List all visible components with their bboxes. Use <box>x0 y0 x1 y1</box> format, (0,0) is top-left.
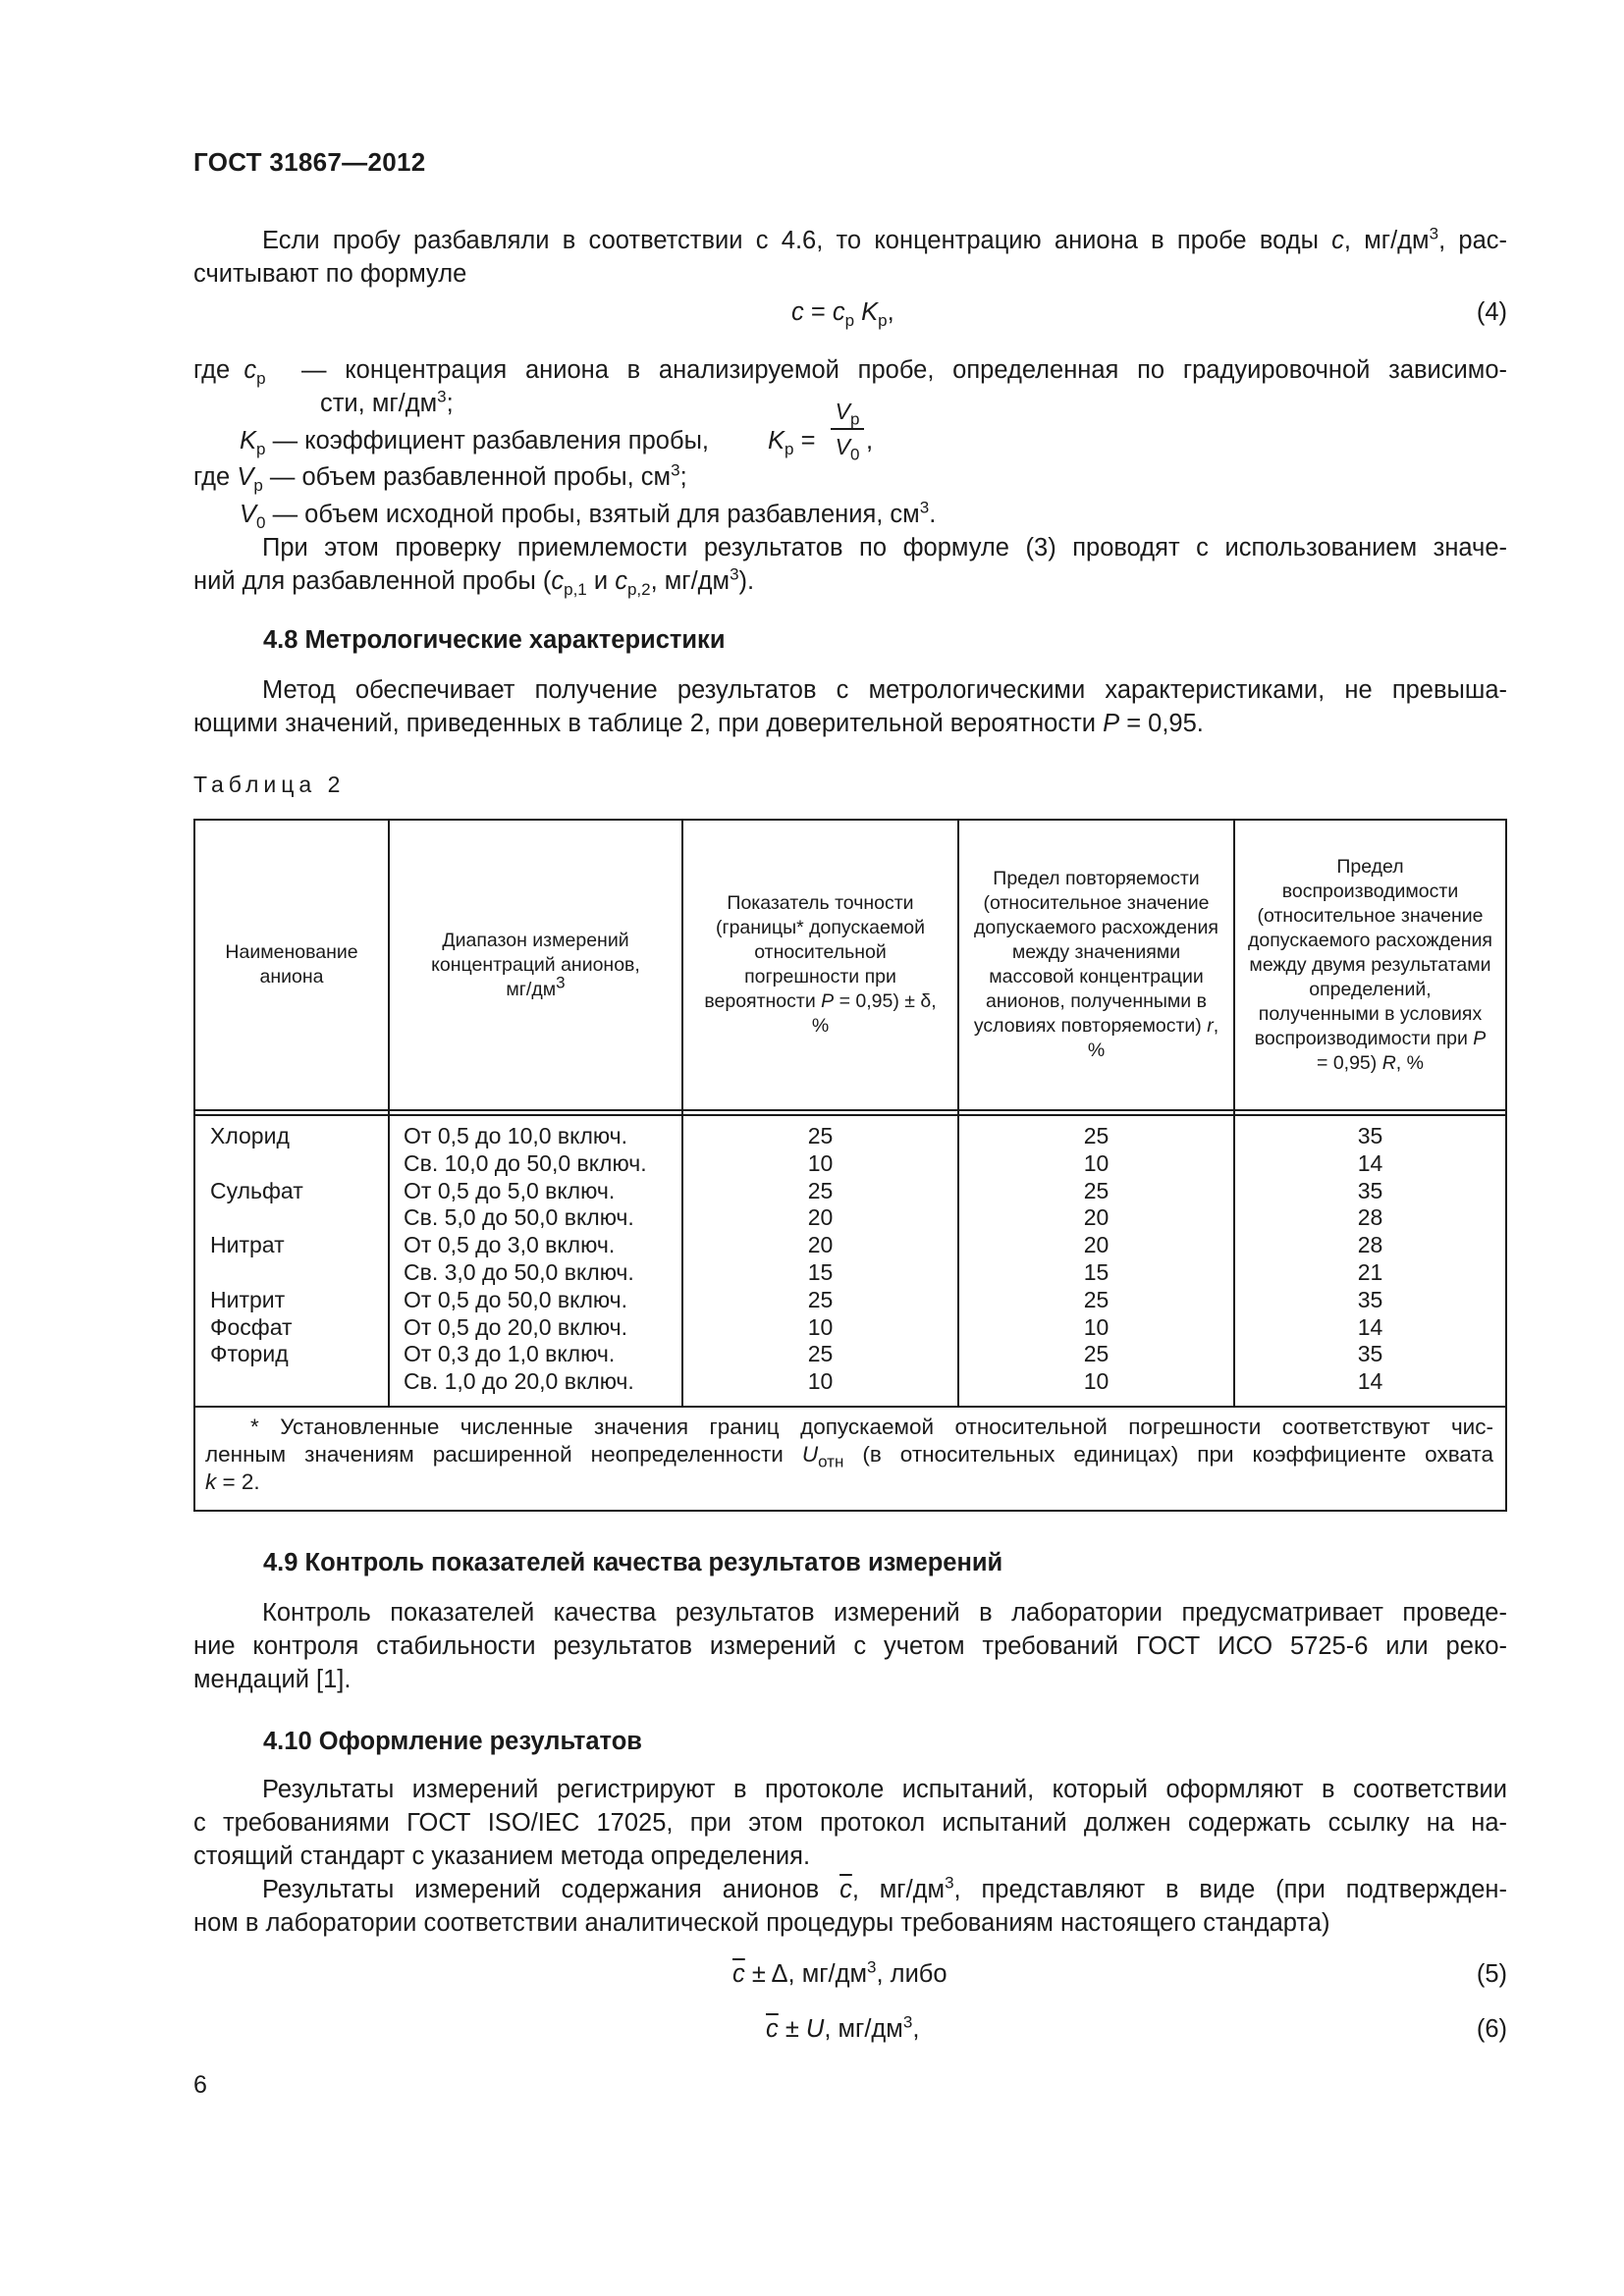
range-cell: От 0,5 до 50,0 включ. <box>404 1286 628 1312</box>
range-cell: От 0,3 до 1,0 включ. <box>404 1341 616 1367</box>
range-cell: От 0,5 до 20,0 включ. <box>404 1313 628 1340</box>
anion-cell: Сульфат <box>210 1177 303 1203</box>
footnote-divider <box>195 1406 1505 1408</box>
accuracy-cell: 20 <box>807 1204 834 1231</box>
check-paragraph: При этом проверку приемлемости результатов по формуле (3) проводят с использованием значе- ний для разбавленной пробы ($c_{р,1}$ и $c_{р,2}$, $мг/дм^3$). <box>193 534 1507 600</box>
header-reproducibility: Предел воспроизводимости (относительное значение допускаемого расхождения между двумя результатами определений, полученными в условиях воспроизводимости при P = 0,95) R, % <box>1248 855 1492 1074</box>
range-cell: Св. 1,0 до 20,0 включ. <box>404 1368 634 1395</box>
range-cell: Св. 5,0 до 50,0 включ. <box>404 1204 634 1231</box>
repeatability-cell: 15 <box>1083 1258 1110 1285</box>
formula-6: $\overline{c} \pm U$, $мг/дм^3$, <box>766 2012 920 2043</box>
section-4-9-title: 4.9 Контроль показателей качества результатов измерений <box>263 1549 1003 1576</box>
repeatability-cell: 25 <box>1083 1177 1110 1203</box>
where-cp-cont: сти, $мг/дм^3$; <box>320 387 454 417</box>
section-4-9-paragraph: Контроль показателей качества результатов измерений в лаборатории предусматривает проведе- ние контроля стабильности результатов измерений с учетом требований ГОСТ ИСО 5725-6 или реко- мендаций [1]. <box>193 1599 1507 1693</box>
fraction-denominator: $V_0$ <box>835 434 860 464</box>
header-range: Диапазон измерений концентраций анионов, $мг/дм^3$ <box>431 929 640 1000</box>
header-anion: Наименование аниона <box>225 941 358 988</box>
intro-paragraph: Если пробу разбавляли в соответствии с 4.6, то концентрацию аниона в пробе воды c, $мг/дм^3$, рас- считывают по формуле <box>193 224 1507 288</box>
reproducibility-cell: 35 <box>1357 1123 1383 1148</box>
equation-number-5: (5) <box>1476 1960 1507 1988</box>
reproducibility-cell: 28 <box>1357 1204 1383 1231</box>
range-cell: От 0,5 до 5,0 включ. <box>404 1177 616 1203</box>
reproducibility-column <box>1235 1123 1505 1396</box>
anion-cell <box>210 1259 387 1287</box>
formula-4: $c = c_р$ $K_р$, <box>791 298 894 331</box>
repeatability-cell: 25 <box>1083 1341 1110 1367</box>
anion-cell <box>210 1368 387 1396</box>
where-kp: $K_р$ — коэффициент разбавления пробы, <box>240 427 709 459</box>
accuracy-column <box>683 1123 957 1396</box>
kp-fraction-comma: , <box>866 427 874 454</box>
repeatability-column <box>959 1123 1233 1396</box>
reproducibility-cell: 14 <box>1357 1313 1383 1340</box>
repeatability-cell: 10 <box>1083 1149 1110 1176</box>
range-cell: От 0,5 до 3,0 включ. <box>404 1232 616 1258</box>
where-cp: где $c_р$ <box>193 356 266 389</box>
anion-cell: Фторид <box>210 1341 289 1367</box>
repeatability-cell: 10 <box>1083 1368 1110 1395</box>
accuracy-cell: 25 <box>807 1177 834 1203</box>
page-number: 6 <box>193 2071 207 2099</box>
repeatability-cell: 20 <box>1083 1204 1110 1231</box>
accuracy-cell: 15 <box>807 1258 834 1285</box>
header-divider-top <box>195 1109 1505 1111</box>
table-caption: Таблица 2 <box>193 772 346 797</box>
where-cp-text: — концентрация аниона в анализируемой пробе, определенная по градуировочной зависимо- <box>301 356 1507 384</box>
reproducibility-cell: 35 <box>1357 1341 1383 1367</box>
header-accuracy: Показатель точности (границы* допускаемой относительной погрешности при вероятности P = 0,95) ± δ, % <box>704 892 937 1037</box>
anion-column <box>210 1123 387 1396</box>
accuracy-cell: 20 <box>807 1232 834 1258</box>
fraction-numerator: $V_р$ <box>835 399 860 429</box>
header-repeatability: Предел повторяемости (относительное значение допускаемого расхождения между значениями массовой концентрации анионов, полученными в условиях повторяемости) r, % <box>973 868 1219 1061</box>
accuracy-cell: 25 <box>807 1341 834 1367</box>
range-cell: Св. 10,0 до 50,0 включ. <box>404 1149 647 1176</box>
anion-cell: Фосфат <box>210 1313 293 1340</box>
accuracy-cell: 25 <box>807 1123 834 1148</box>
formula-5: $\overline{c} \pm \Delta$, $мг/дм^3$, либо <box>732 1957 947 1988</box>
anion-cell: Нитрит <box>210 1286 286 1312</box>
accuracy-cell: 10 <box>807 1368 834 1395</box>
reproducibility-cell: 35 <box>1357 1286 1383 1312</box>
range-column <box>404 1123 680 1396</box>
anion-cell <box>210 1150 387 1178</box>
section-4-8-title: 4.8 Метрологические характеристики <box>263 626 726 654</box>
section-4-10-paragraph: Результаты измерений регистрируют в протоколе испытаний, который оформляют в соответствии с требованиями ГОСТ ISO/IEC 17025, при этом протокол испытаний должен содержать ссылку на на- стоящий стандарт с указанием метода определения. Результаты измерений содержания анионов $\overline{c}$, $мг/дм^3$, представляют в виде (при подтвержден- ном в лаборатории соответствии аналитической процедуры требованиям настоящего стандарта) <box>193 1776 1508 1937</box>
table-footnote: * Установленные численные значения границ допускаемой относительной погрешности соответствуют чис- ленным значениям расширенной неопределенности $U_{отн}$ (в относительных единицах) при коэффициенте охвата k = 2. <box>205 1415 1493 1494</box>
repeatability-cell: 25 <box>1083 1123 1110 1148</box>
where-v0: $V_0$ — объем исходной пробы, взятый для разбавления, $см^3$. <box>240 498 937 533</box>
anion-cell: Нитрат <box>210 1232 285 1258</box>
accuracy-cell: 10 <box>807 1149 834 1176</box>
kp-fraction-lhs: $K_р$ = <box>768 427 816 459</box>
reproducibility-cell: 28 <box>1357 1232 1383 1258</box>
reproducibility-cell: 21 <box>1357 1258 1383 1285</box>
section-4-10-title: 4.10 Оформление результатов <box>263 1728 642 1755</box>
reproducibility-cell: 35 <box>1357 1177 1383 1203</box>
accuracy-cell: 25 <box>807 1286 834 1312</box>
anion-cell: Хлорид <box>210 1123 290 1148</box>
reproducibility-cell: 14 <box>1357 1368 1383 1395</box>
reproducibility-cell: 14 <box>1357 1149 1383 1176</box>
equation-number-6: (6) <box>1476 2015 1507 2043</box>
metrology-table <box>193 819 1507 1512</box>
section-4-8-paragraph: Метод обеспечивает получение результатов с метрологическими характеристиками, не превыша- ющими значений, приведенных в таблице 2, при доверительной вероятности P = 0,95. <box>193 676 1507 737</box>
standard-header: ГОСТ 31867—2012 <box>193 147 426 177</box>
kp-fraction <box>831 397 864 464</box>
where-vp: где $V_р$ — объем разбавленной пробы, $см^3$; <box>193 460 687 496</box>
anion-cell <box>210 1204 387 1232</box>
header-divider-bottom <box>195 1114 1505 1116</box>
repeatability-cell: 25 <box>1083 1286 1110 1312</box>
accuracy-cell: 10 <box>807 1313 834 1340</box>
repeatability-cell: 10 <box>1083 1313 1110 1340</box>
range-cell: От 0,5 до 10,0 включ. <box>404 1123 628 1148</box>
repeatability-cell: 20 <box>1083 1232 1110 1258</box>
range-cell: Св. 3,0 до 50,0 включ. <box>404 1258 634 1285</box>
equation-number-4: (4) <box>1476 298 1507 326</box>
